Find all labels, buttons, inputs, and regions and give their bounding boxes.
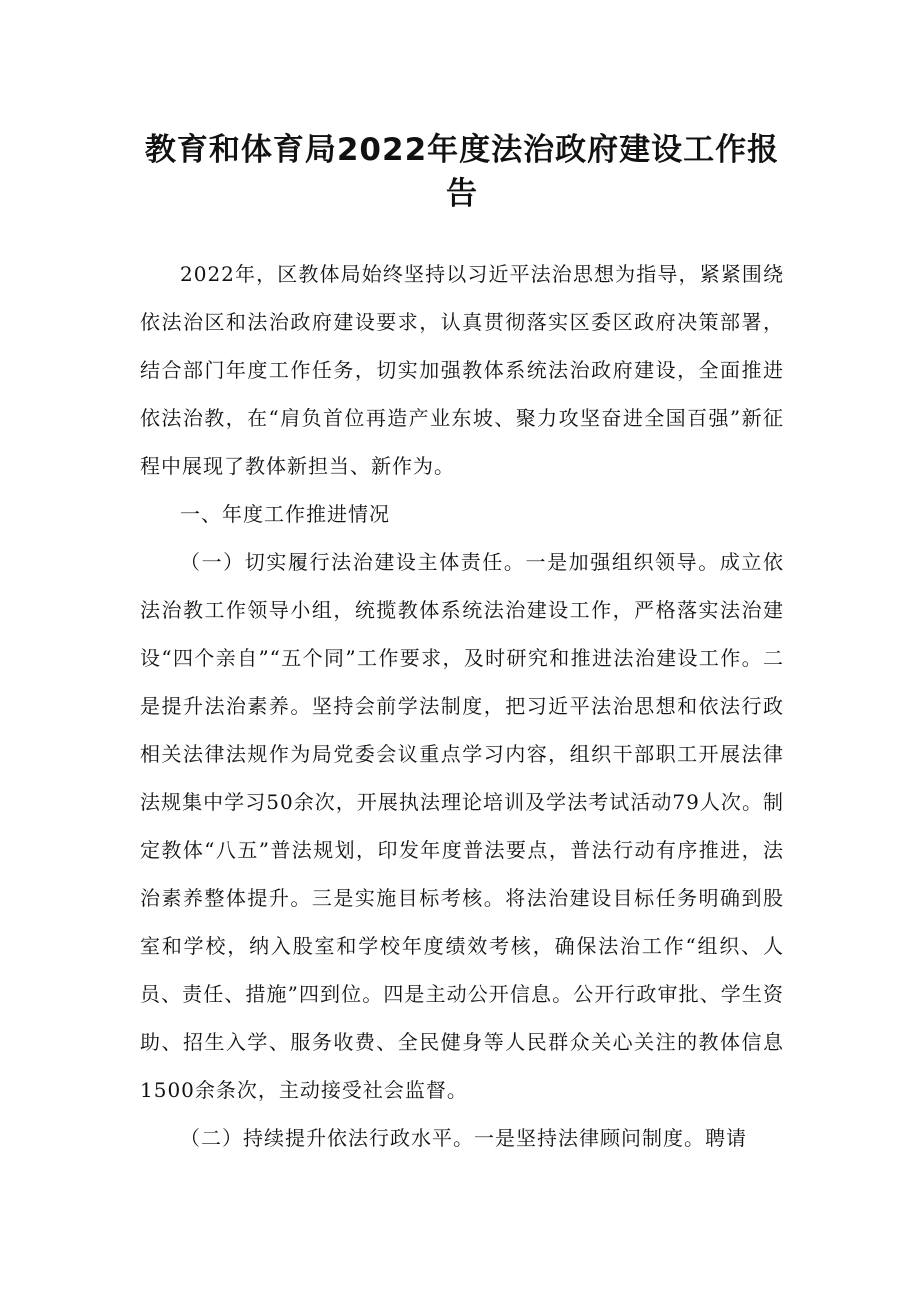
section-heading: 一、年度工作推进情况 xyxy=(180,502,390,526)
subsection-1-paragraph: （一）切实履行法治建设主体责任。一是加强组织领导。成立依法治教工作领导小组，统揽教体系统法治建设工作，严格落实法治建设“四个亲自”“五个同”工作要求，及时研究和推进法治建设工作。二是提升法治素养。坚持会前学法制度，把习近平法治思想和依法行政相关法律法规作为局党委会议重点学习内容，组织干部职工开展法律法规集中学习50余次，开展执法理论培训及学法考试活动79人次。制定教体“八五”普法规划，印发年度普法要点，普法行动有序推进，法治素养整体提升。三是实施目标考核。将法治建设目标任务明确到股室和学校，纳入股室和学校年度绩效考核，确保法治工作“组织、人员、责任、措施”四到位。四是主动公开信息。公开行政审批、学生资助、招生入学、服务收费、全民健身等人民群众关心关注的教体信息1500余条次，主动接受社会监督。 xyxy=(140,550,784,1102)
subsection-2-paragraph: （二）持续提升依法行政水平。一是坚持法律顾问制度。聘请 xyxy=(180,1126,747,1150)
intro-paragraph: 2022年，区教体局始终坚持以习近平法治思想为指导，紧紧围绕依法治区和法治政府建设要求，认真贯彻落实区委区政府决策部署，结合部门年度工作任务，切实加强教体系统法治政府建设，全面推进依法治教，在“肩负首位再造产业东坡、聚力攻坚奋进全国百强”新征程中展现了教体新担当、新作为。 xyxy=(140,262,784,478)
document-title: 教育和体育局2022年度法治政府建设工作报告 xyxy=(144,132,780,212)
